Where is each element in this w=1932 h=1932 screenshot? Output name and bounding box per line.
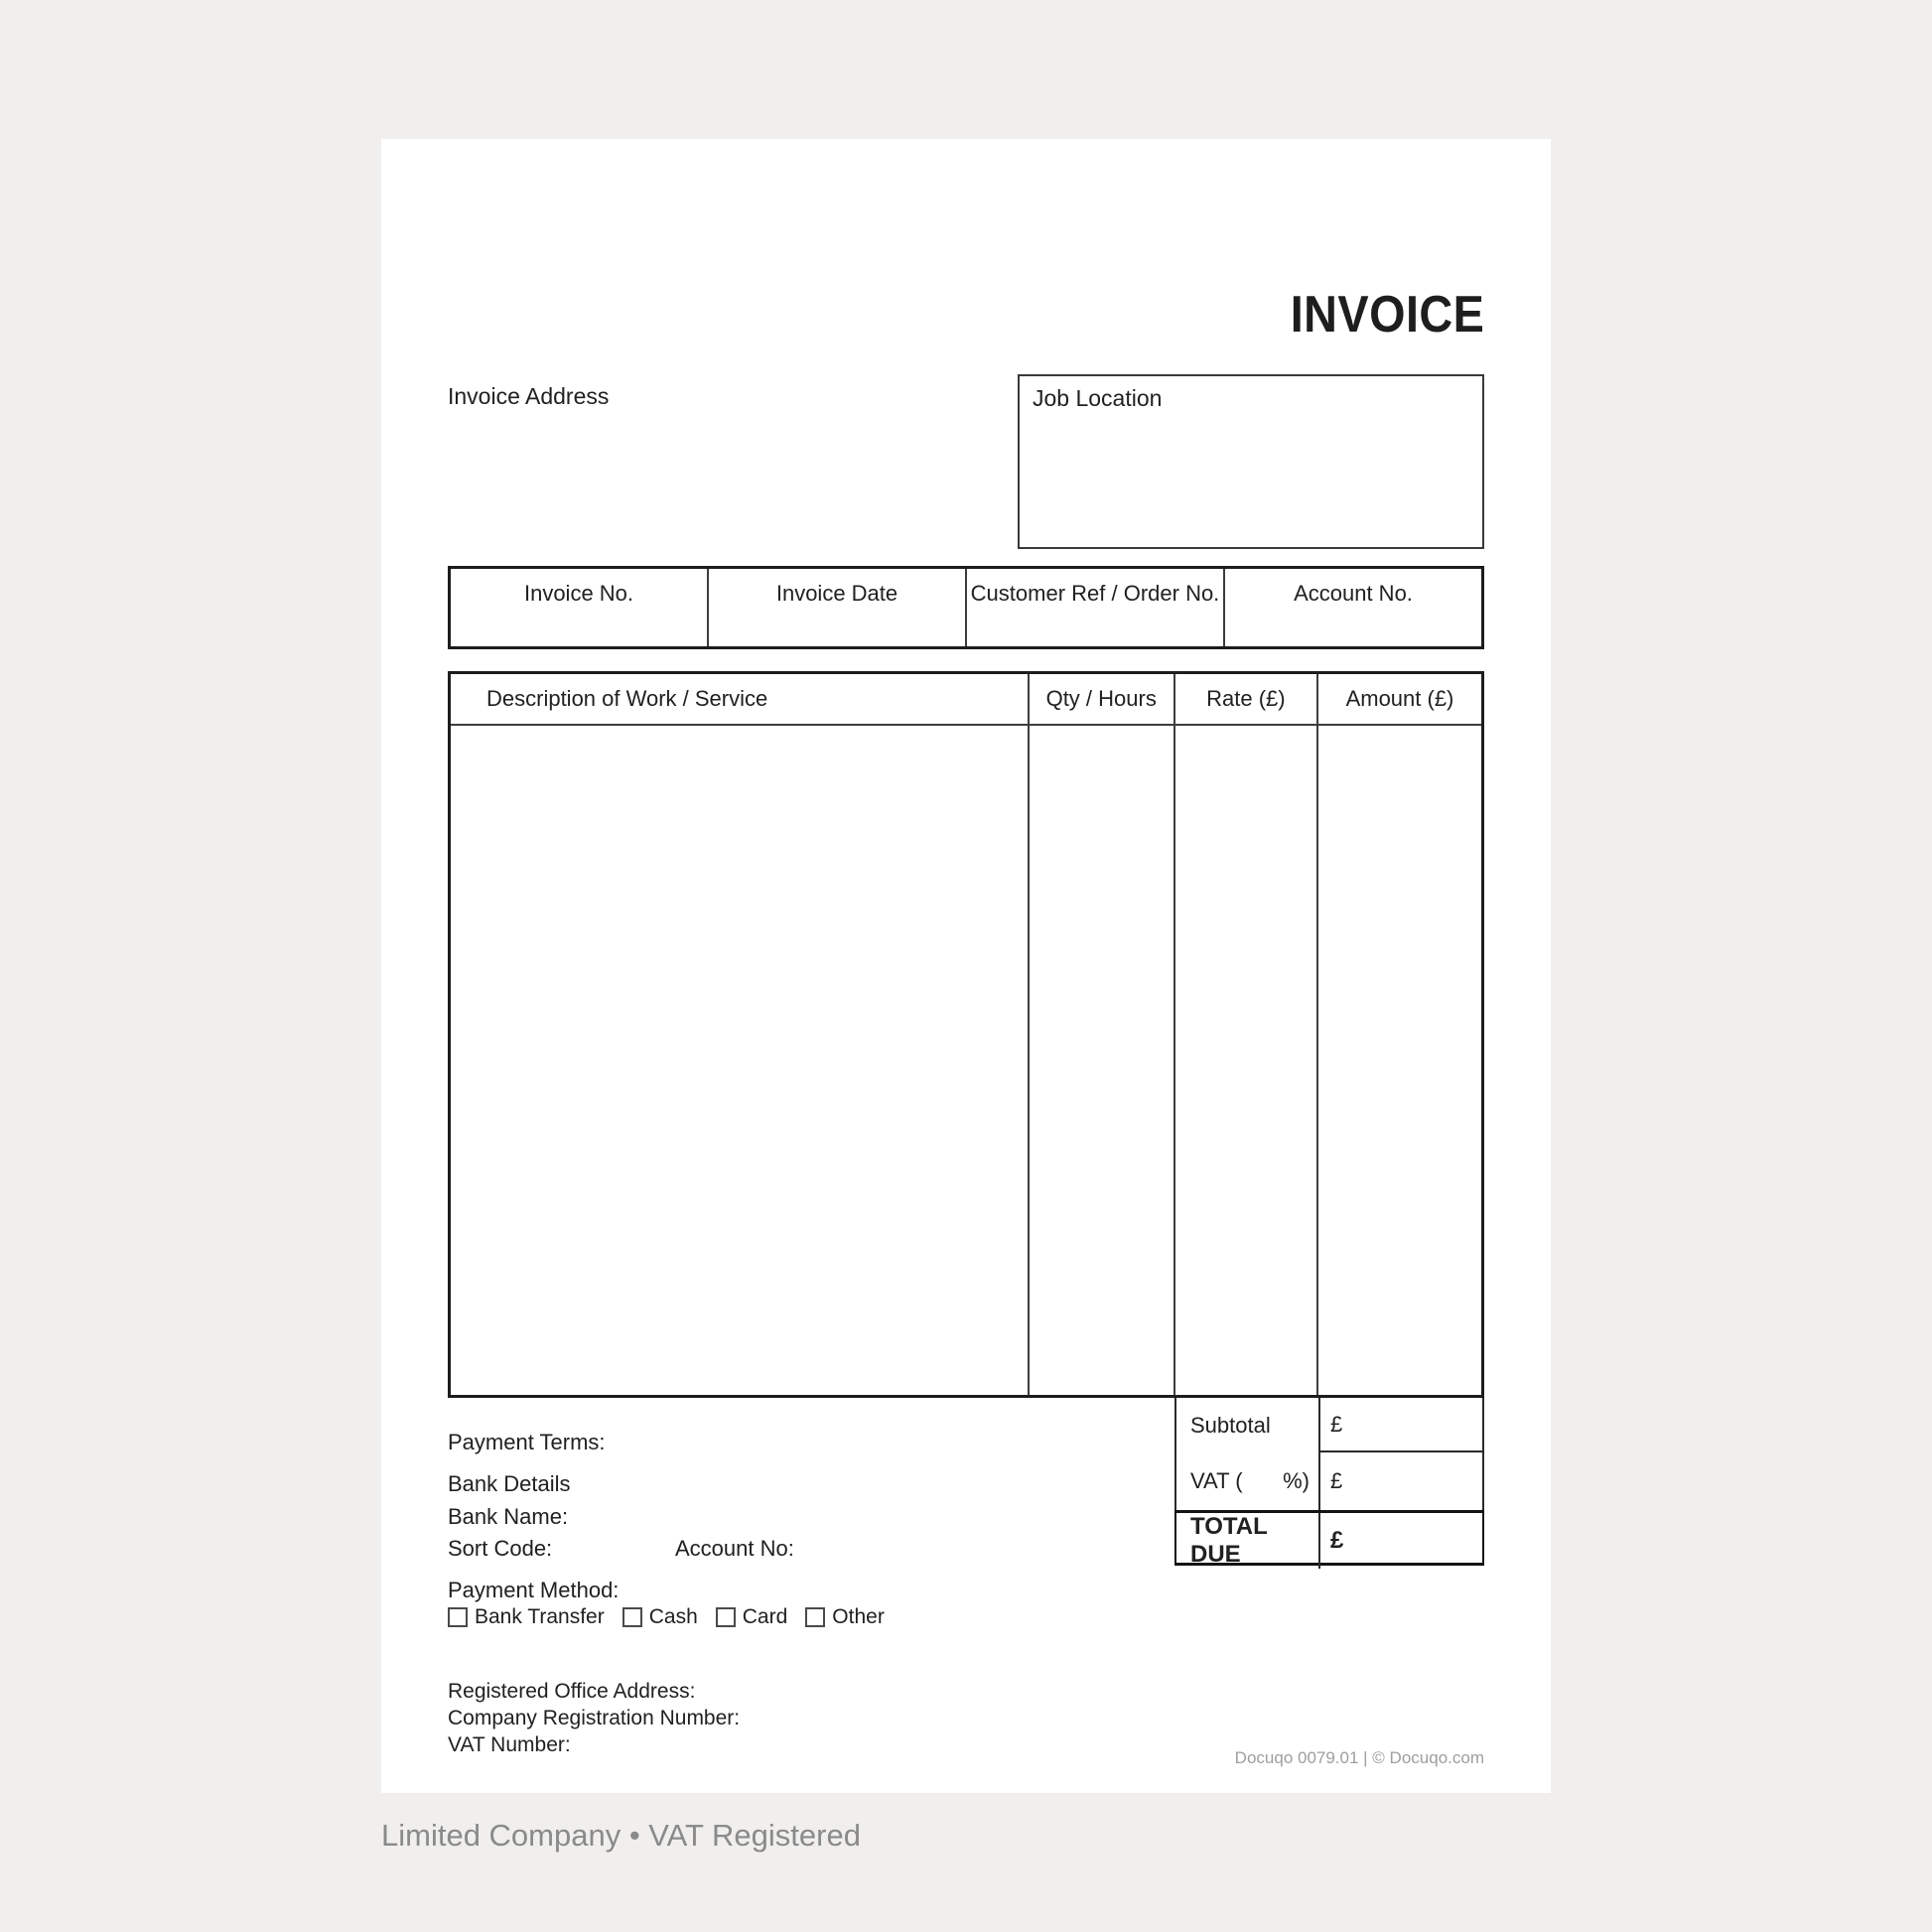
method-other	[805, 1605, 885, 1629]
other-label: Other	[832, 1605, 885, 1628]
vat-label-open: VAT (	[1190, 1468, 1243, 1493]
subtotal-amount-cell[interactable]	[1318, 1398, 1482, 1452]
customer-ref-cell[interactable]: Customer Ref / Order No.	[965, 569, 1223, 646]
payment-method-label: Payment Method:	[448, 1578, 620, 1602]
cash-label: Cash	[648, 1605, 698, 1628]
rate-column-body[interactable]	[1173, 726, 1316, 1395]
vat-label-close: %)	[1283, 1468, 1310, 1493]
invoice-date-cell[interactable]: Invoice Date	[707, 569, 965, 646]
totals-table	[1174, 1398, 1484, 1566]
registered-office-label: Registered Office Address:	[448, 1680, 696, 1703]
card-checkbox[interactable]	[716, 1607, 736, 1627]
other-checkbox[interactable]	[805, 1607, 825, 1627]
sort-code-label: Sort Code:	[448, 1536, 553, 1561]
account-no-label: Account No:	[675, 1536, 794, 1561]
method-cash	[622, 1605, 698, 1629]
qty-hours-column-body[interactable]	[1028, 726, 1173, 1395]
totals-upper-rows	[1174, 1398, 1484, 1510]
account-no-cell[interactable]: Account No.	[1223, 569, 1481, 646]
cash-checkbox[interactable]	[622, 1607, 642, 1627]
payment-terms-label: Payment Terms:	[448, 1430, 606, 1454]
footer-credit: Docuqo 0079.01 | © Docuqo.com	[1234, 1748, 1484, 1767]
method-card	[716, 1605, 788, 1629]
amount-column-header: Amount (£)	[1316, 674, 1481, 726]
description-column-header: Description of Work / Service	[451, 674, 1028, 726]
bank-transfer-checkbox[interactable]	[448, 1607, 468, 1627]
items-table	[448, 671, 1484, 1398]
page-caption: Limited Company • VAT Registered	[381, 1818, 861, 1853]
invoice-info-table	[448, 566, 1484, 649]
invoice-document-page	[381, 139, 1551, 1793]
total-due-row	[1174, 1510, 1484, 1566]
card-label: Card	[742, 1605, 788, 1628]
qty-hours-column-header: Qty / Hours	[1028, 674, 1173, 726]
vat-amount-cell[interactable]	[1318, 1452, 1482, 1510]
subtotal-currency-symbol: £	[1330, 1411, 1343, 1437]
total-due-label: TOTAL DUE	[1190, 1513, 1268, 1568]
vat-label	[1176, 1452, 1318, 1510]
vat-currency-symbol: £	[1330, 1468, 1343, 1493]
subtotal-label: Subtotal	[1190, 1412, 1271, 1438]
vat-number-label: VAT Number:	[448, 1733, 571, 1756]
payment-methods-row	[448, 1605, 885, 1629]
bank-details-label: Bank Details	[448, 1471, 571, 1496]
bank-name-label: Bank Name:	[448, 1504, 569, 1529]
invoice-no-cell[interactable]: Invoice No.	[523, 581, 634, 606]
job-location-label: Job Location	[1033, 385, 1163, 411]
method-bank-transfer	[448, 1605, 605, 1629]
description-column-body[interactable]	[451, 726, 1028, 1395]
invoice-title: INVOICE	[1290, 286, 1484, 344]
amount-column-body[interactable]	[1316, 726, 1481, 1395]
company-registration-label: Company Registration Number:	[448, 1707, 741, 1729]
invoice-address-label: Invoice Address	[448, 383, 610, 409]
rate-column-header: Rate (£)	[1173, 674, 1316, 726]
total-due-amount-cell[interactable]	[1318, 1513, 1482, 1569]
job-location-box[interactable]	[1018, 374, 1484, 549]
bank-transfer-label: Bank Transfer	[475, 1605, 605, 1628]
total-currency-symbol: £	[1330, 1527, 1344, 1554]
